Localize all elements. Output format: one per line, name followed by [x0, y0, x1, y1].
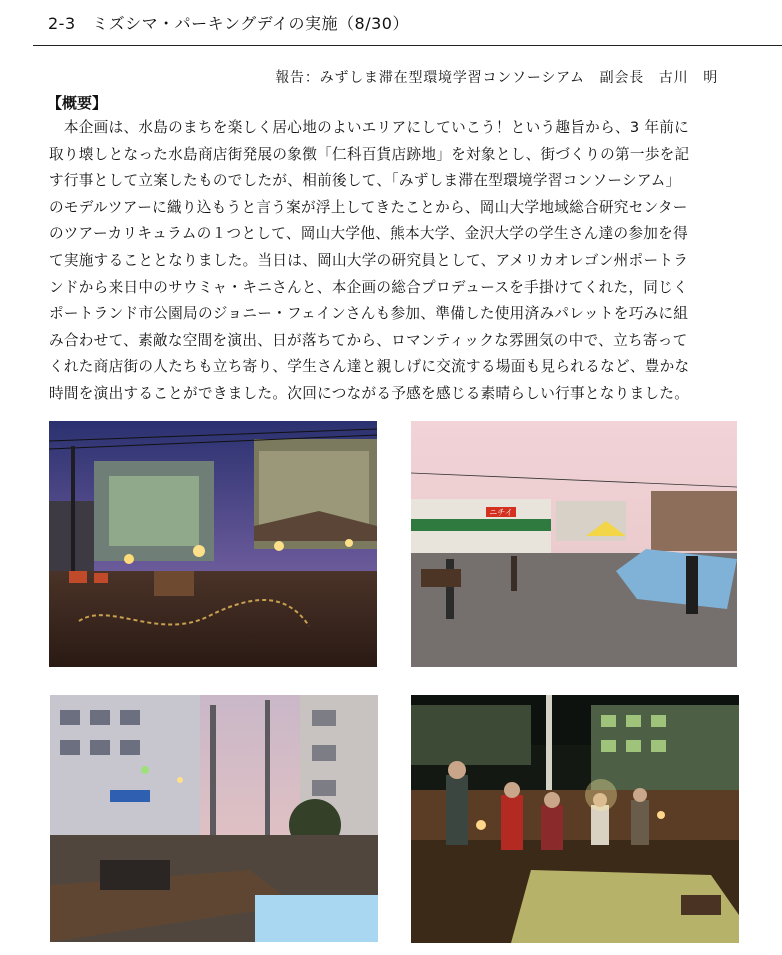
body-line: くれた商店街の人たちも立ち寄り、学生さん達と親しげに交流する場面も見られるなど、豊かな [49, 358, 690, 376]
section-title: 2-3 ミズシマ・パーキングデイの実施（8/30） [48, 14, 409, 33]
body-line: のツアーカリキュラムの１つとして、岡山大学他、熊本大学、金沢大学の学生さん達の参加を得 [49, 225, 688, 243]
body-line: 取り壊しとなった水島商店街発展の象徴「仁科百貨店跡地」を対象とし、街づくりの第一歩を記 [49, 145, 690, 163]
body-line: す行事として立案したものでしたが、相前後して、「みずしま滞在型環境学習コンソーシアム」 [49, 172, 681, 190]
body-line: ンドから来日中のサウミャ・キニさんと、本企画の総合プロデュースを手掛けてくれた，同じく [49, 278, 688, 296]
body-line: のモデルツアーに織り込もうと言う案が浮上してきたことから、岡山大学地域総合研究センター [49, 198, 688, 216]
overview-heading: 【概要】 [47, 94, 108, 112]
body-line: 時間を演出することができました。次回につながる予感を感じる素晴らしい行事となりました。 [49, 384, 690, 402]
photo-parking-lot-blue-tarp [411, 421, 737, 667]
body-line: て実施することとなりました。当日は、岡山大学の研究員として、アメリカオレゴン州ポートラ [49, 251, 689, 269]
body-line: み合わせて、素敵な空間を演出、日が落ちてから、ロマンティックな雰囲気の中で、立ち寄って [49, 331, 688, 349]
store-sign-text: ニチイ [489, 508, 513, 517]
body-line: 本企画は、水島のまちを楽しく居心地のよいエリアにしていこう！という趣旨から、3 年前に [49, 119, 690, 136]
photo-night-music [411, 695, 739, 943]
reporter-line: 報告：みずしま滞在型環境学習コンソーシアム 副会長 古川 明 [275, 70, 718, 86]
photo-evening-square [49, 421, 377, 667]
title-divider [33, 45, 782, 46]
body-line: ポートランド市公園局のジョニー・フェインさんも参加、準備した使用済みパレットを巧みに組 [49, 305, 689, 323]
body-paragraph [49, 115, 745, 408]
photo-street-pallets [50, 695, 378, 942]
